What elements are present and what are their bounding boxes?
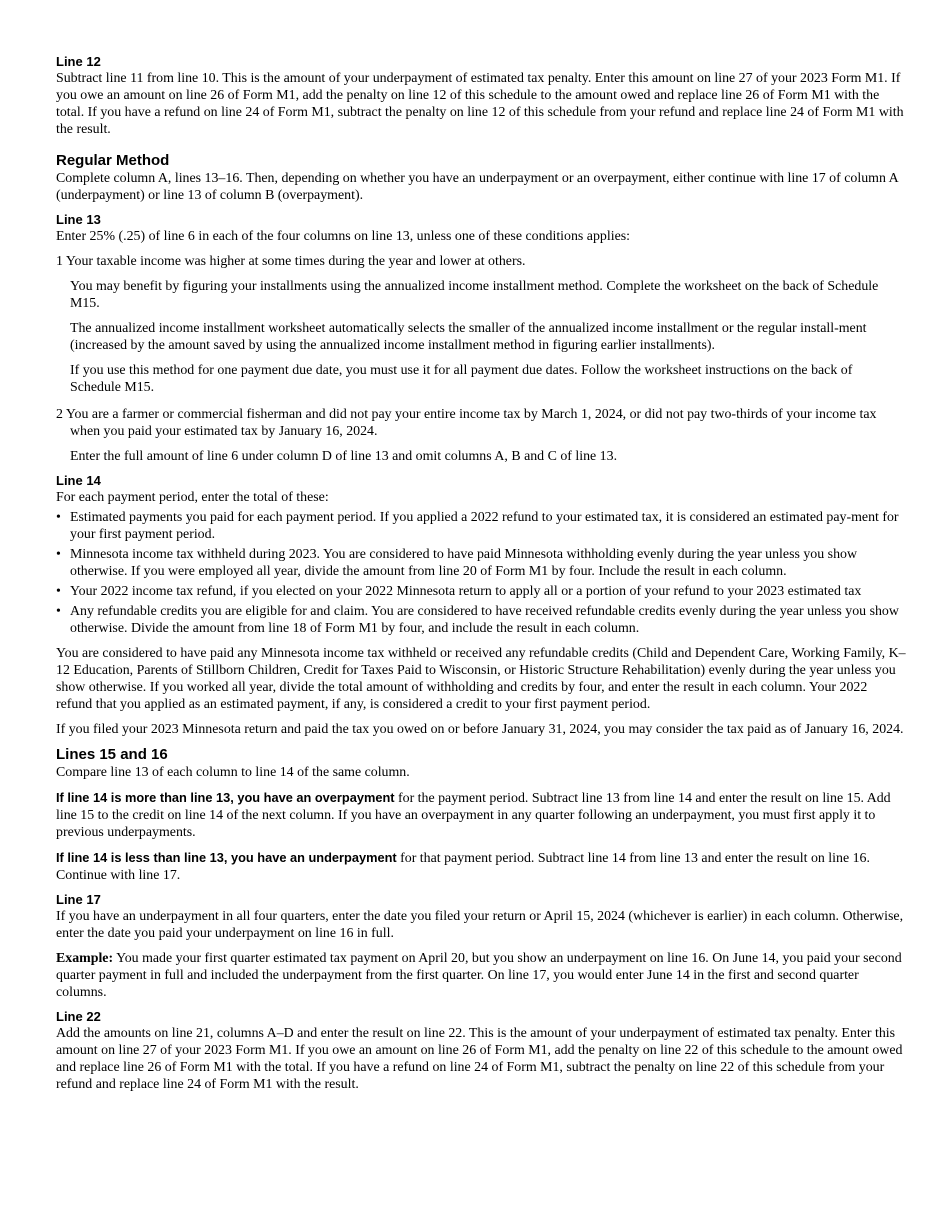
list-item bbox=[56, 546, 906, 580]
heading-line-22: Line 22 bbox=[56, 1009, 101, 1024]
heading-line-12: Line 12 bbox=[56, 54, 101, 69]
line-14-paragraph-filed: If you filed your 2023 Minnesota return and paid the tax you owed on or before January 31, 2024, you may consider the tax paid as of January 16, 2024. bbox=[56, 722, 904, 737]
condition-2-paragraph: Enter the full amount of line 6 under column D of line 13 and omit columns A, B and C of line 13. bbox=[70, 449, 618, 464]
list-item-text: Estimated payments you paid for each payment period. If you applied a 2022 refund to your estimated tax, it is considered an estimated pay-ment for your first payment period. bbox=[70, 510, 899, 542]
section-lines-15-16 bbox=[56, 746, 906, 884]
line-22-body: Add the amounts on line 21, columns A–D and enter the result on line 22. This is the amount of your underpayment of estimated tax penalty. Enter this amount on line 27 of your 2023 Form M1. If you owe an amount on line 26 of Form M1, add the penalty on line 22 of this schedule to the amount owed and replace line 26 of Form M1 with the total. If you have a refund on line 24 of Form M1, subtract the penalty on line 22 of this schedule from your refund and replace line 24 of Form M1 with the result. bbox=[56, 1026, 903, 1092]
condition-1-paragraph: The annualized income installment worksheet automatically selects the smaller of the annualized income installment or the regular install-ment (increased by the amount saved by using the annualized income installment method in figuring earlier installments). bbox=[70, 321, 867, 353]
heading-lines-15-16: Lines 15 and 16 bbox=[56, 746, 168, 763]
section-regular-method bbox=[56, 152, 906, 204]
line-12-body: Subtract line 11 from line 10. This is the amount of your underpayment of estimated tax penalty. Enter this amount on line 27 of your 2023 Form M1. If you owe an amount on line 26 of Form M1, add the penalty on line 12 of this schedule to the amount owed and replace line 26 of Form M1 with the total. If you have a refund on line 24 of Form M1, subtract the penalty on line 12 of this schedule from your refund and replace line 24 of Form M1 with the result. bbox=[56, 71, 904, 137]
section-line-12 bbox=[56, 54, 906, 138]
list-item-text: Any refundable credits you are eligible for and claim. You are considered to have received refundable credits evenly during the year unless you show otherwise. Divide the amount from line 18 of Form M1 by four, and include the result in each column. bbox=[70, 604, 899, 636]
example-text: You made your first quarter estimated tax payment on April 20, but you show an underpayment on line 16. On June 14, you paid your second quarter payment in full and included the underpayment from the first quarter. On line 17, you would enter June 14 in the first and second quarter columns. bbox=[56, 951, 902, 1000]
heading-line-13: Line 13 bbox=[56, 212, 101, 227]
section-line-14 bbox=[56, 473, 906, 738]
example-paragraph bbox=[56, 950, 906, 1001]
line-13-condition-2: 2 You are a farmer or commercial fisherman and did not pay your entire income tax by March 1, 2024, or did not pay two-thirds of your income tax when you paid your estimated tax by January 16, 2024. bbox=[56, 407, 877, 439]
line-14-bullet-list bbox=[56, 509, 906, 637]
regular-method-body: Complete column A, lines 13–16. Then, depending on whether you have an underpayment or an overpayment, either continue with line 17 of column A (underpayment) or line 13 of column B (overpayment). bbox=[56, 171, 898, 203]
bullet-marker: • bbox=[56, 604, 61, 619]
overpayment-lead: If line 14 is more than line 13, you have an overpayment bbox=[56, 790, 395, 805]
line-17-body: If you have an underpayment in all four quarters, enter the date you filed your return or April 15, 2024 (whichever is earlier) in each column. Otherwise, enter the date you paid your underpayment on line 16 in full. bbox=[56, 909, 904, 941]
bullet-marker: • bbox=[56, 547, 61, 562]
line-13-body: Enter 25% (.25) of line 6 in each of the four columns on line 13, unless one of these conditions applies: bbox=[56, 229, 631, 244]
condition-1-paragraph: If you use this method for one payment due date, you must use it for all payment due dates. Follow the worksheet instructions on the back of Schedule M15. bbox=[70, 363, 853, 395]
condition-1-paragraph: You may benefit by figuring your installments using the annualized income installment method. Complete the worksheet on the back of Schedule M15. bbox=[70, 279, 879, 311]
section-line-17 bbox=[56, 892, 906, 1001]
line-13-condition-1: 1 Your taxable income was higher at some times during the year and lower at others. bbox=[56, 254, 526, 269]
list-item bbox=[56, 603, 906, 637]
section-line-22 bbox=[56, 1009, 906, 1093]
overpayment-text: for the payment period. Subtract line 13 from line 14 and enter the result on line 15. Add line 15 to the credit on line 14 of the next column. If you have an overpayment in any quarter following an underpayment, you must first apply it to previous underpayments. bbox=[56, 791, 891, 840]
underpayment-text: for that payment period. Subtract line 14 from line 13 and enter the result on line 16. Continue with line 17. bbox=[56, 851, 870, 883]
underpayment-lead: If line 14 is less than line 13, you have an underpayment bbox=[56, 850, 397, 865]
bullet-marker: • bbox=[56, 510, 61, 525]
heading-line-17: Line 17 bbox=[56, 892, 101, 907]
list-item-text: Minnesota income tax withheld during 2023. You are considered to have paid Minnesota withholding evenly during the year unless you show otherwise. If you were employed all year, divide the amount from line 20 of Form M1 by four. Include the result in each column. bbox=[70, 547, 857, 579]
heading-regular-method: Regular Method bbox=[56, 152, 170, 169]
list-item bbox=[56, 583, 906, 600]
section-line-13 bbox=[56, 212, 906, 465]
overpayment-paragraph bbox=[56, 789, 906, 841]
line-14-body: For each payment period, enter the total of these: bbox=[56, 490, 329, 505]
heading-line-14: Line 14 bbox=[56, 473, 101, 488]
underpayment-paragraph bbox=[56, 849, 906, 884]
lines-15-16-body: Compare line 13 of each column to line 14 of the same column. bbox=[56, 765, 410, 780]
list-item bbox=[56, 509, 906, 543]
list-item-text: Your 2022 income tax refund, if you elected on your 2022 Minnesota return to apply all or a portion of your refund to your 2023 estimated tax bbox=[70, 584, 862, 599]
example-lead: Example: bbox=[56, 951, 114, 966]
line-14-paragraph-credits: You are considered to have paid any Minnesota income tax withheld or received any refundable credits (Child and Dependent Care, Working Family, K–12 Education, Parents of Stillborn Children, Credit for Taxes Paid to Wisconsin, or Historic Structure Rehabilitation) evenly during the year unless you show otherwise. If you worked all year, divide the total amount of withholding and credits by four, and enter the result in each column. Your 2022 refund that you applied as an estimated payment, if any, is considered a credit to your first payment period. bbox=[56, 646, 906, 712]
bullet-marker: • bbox=[56, 584, 61, 599]
